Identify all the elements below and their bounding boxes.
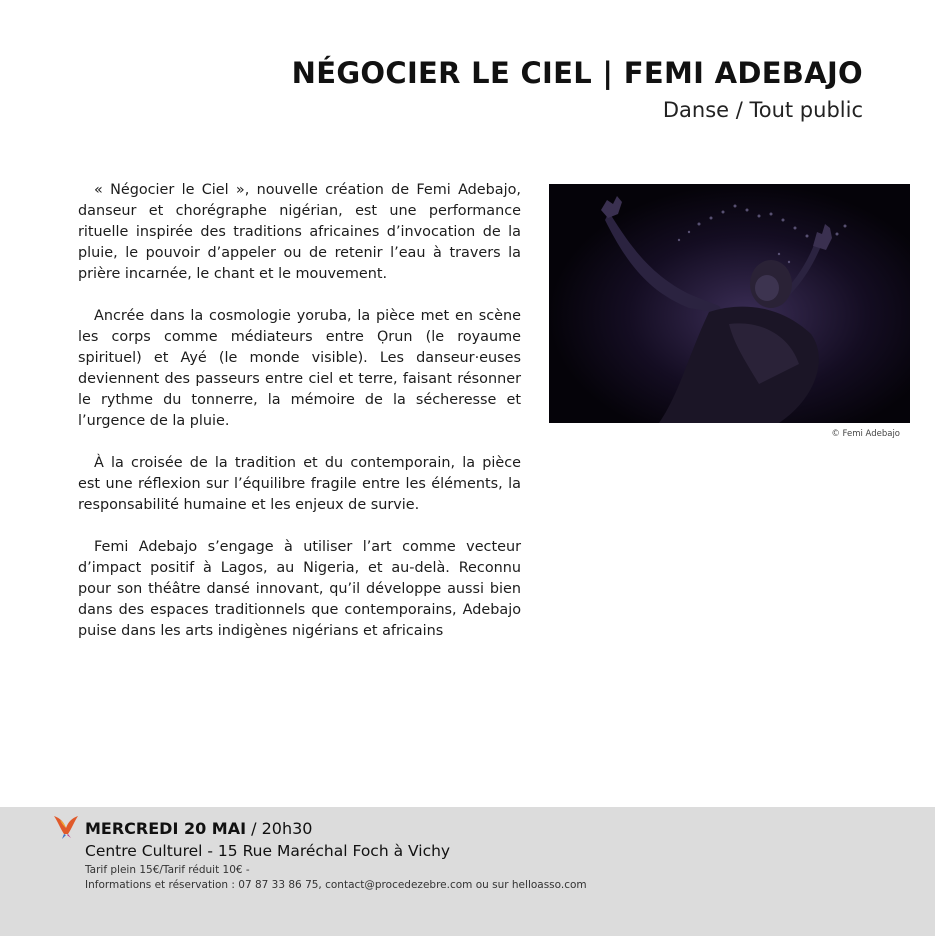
- dancer-photo: [549, 184, 910, 423]
- paragraph-1: « Négocier le Ciel », nouvelle création de Femi Adebajo, danseur et chorégraphe nigérian, est une performance rituelle inspirée des traditions africaines d’invocation de la pluie, le pouvoir d’appeler ou de retenir l’eau à travers la prière incarnée, le chant et le mouvement.: [78, 182, 521, 282]
- date-separator: /: [246, 819, 262, 838]
- bird-logo-icon: [50, 812, 80, 840]
- paragraph-4: Femi Adebajo s’engage à utiliser l’art comme vecteur d’impact positif à Lagos, au Nigeria, et au-delà. Reconnu pour son théâtre dansé innovant, qu’il développe aussi bien dans des espaces traditionnels que contemporains, Adebajo puise dans les arts indigènes nigérians et africains: [78, 539, 521, 639]
- page-subtitle: Danse / Tout public: [662, 98, 863, 122]
- event-day: MERCREDI 20 MAI: [85, 819, 247, 838]
- event-time: 20h30: [261, 819, 313, 838]
- dancer-illustration: [549, 184, 910, 423]
- event-date: [85, 819, 312, 838]
- paragraph-2: Ancrée dans la cosmologie yoruba, la pièce met en scène les corps comme médiateurs entre Ọrun (le royaume spirituel) et Ayé (le monde visible). Les danseur·euses deviennent des passeurs entre ciel et terre, faisant résonner le rythme du tonnerre, la mémoire de la sécheresse et l’urgence de la pluie.: [78, 308, 521, 429]
- photo-credit: © Femi Adebajo: [831, 429, 900, 439]
- ticket-prices: Tarif plein 15€/Tarif réduit 10€ -: [85, 864, 250, 876]
- page-title: NÉGOCIER LE CIEL | FEMI ADEBAJO: [291, 56, 863, 90]
- contact-info: Informations et réservation : 07 87 33 86 75, contact@procedezebre.com ou sur helloasso.com: [85, 879, 587, 891]
- event-venue: Centre Culturel - 15 Rue Maréchal Foch à Vichy: [85, 842, 451, 860]
- paragraph-3: À la croisée de la tradition et du contemporain, la pièce est une réflexion sur l’équilibre fragile entre les éléments, la responsabilité humaine et les enjeux de survie.: [78, 455, 521, 513]
- description-text: [78, 180, 521, 663]
